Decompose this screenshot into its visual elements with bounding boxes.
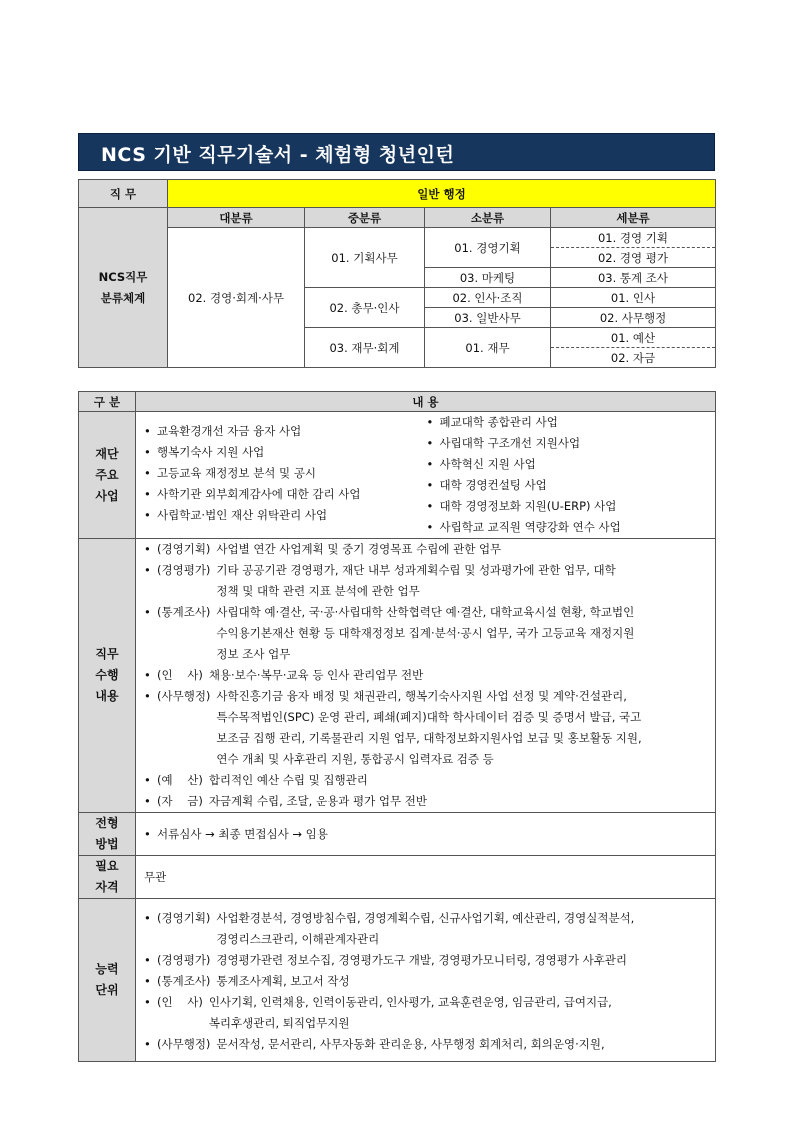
business-list-right — [427, 412, 710, 538]
duty-item: • (인 사) 채용·보수·복무·교육 등 인사 관리업무 전반 — [144, 668, 424, 682]
header-sub: 세분류 — [551, 208, 716, 228]
duty-label: 직무 수행 내용 — [79, 539, 136, 813]
sub-cell: 02. 경영 평가 — [551, 248, 716, 268]
duty-item: • (예 산) 합리적인 예산 수립 및 집행관리 — [144, 773, 368, 787]
list-item: • 대학 경영정보화 지원(U-ERP) 사업 — [426, 499, 617, 513]
duty-item: • (사무행정) 사학진흥기금 융자 배정 및 채권관리, 행복기숙사지원 사업 선정 및 계약·건설관리, 특수목적법인(SPC) 운영 관리, 폐쇄(폐지)대학 학사데이터 검증 및 증명서 발급, 국고 보조금 집행 관리, 기록물관리 지원 업무, 대학정보화지원사업 보급 및 홍보활동 지원, 연수 개최 및 사후관리 지원, 통합공시 입력자료 검증 등 — [144, 689, 642, 766]
job-value: 일반 행정 — [168, 180, 716, 208]
list-item: • 행복기숙사 지원 사업 — [144, 445, 265, 459]
list-item: • 사학기관 외부회계감사에 대한 감리 사업 — [144, 487, 361, 501]
list-item: • 고등교육 재정정보 분석 및 공시 — [144, 466, 317, 480]
qualification-text: 무관 — [144, 869, 167, 884]
duty-item: • (자 금) 자금계획 수립, 조달, 운용과 평가 업무 전반 — [144, 794, 427, 808]
sub-cell: 02. 자금 — [551, 348, 716, 368]
ability-item: • (경영평가) 경영평가관련 정보수집, 경영평가도구 개발, 경영평가모니터링, 경영평가 사후관리 — [144, 953, 628, 967]
minor-cell: 01. 경영기획 — [425, 228, 551, 268]
minor-cell: 03. 마케팅 — [425, 268, 551, 288]
business-content — [136, 412, 716, 539]
list-item: • 폐교대학 종합관리 사업 — [426, 415, 558, 429]
business-list-left — [144, 412, 427, 538]
mid-cell: 01. 기획사무 — [305, 228, 425, 288]
duty-content — [136, 539, 716, 813]
ability-item: • (경영기획) 사업환경분석, 경영방침수립, 경영계획수립, 신규사업기획, 예산관리, 경영실적분석, 경영리스크관리, 이해관계자관리 — [144, 911, 635, 946]
list-item: • 사학혁신 지원 사업 — [426, 457, 536, 471]
duty-item: • (경영평가) 기타 공공기관 경영평가, 재단 내부 성과계획수립 및 성과평가에 관한 업무, 대학 정책 및 대학 관련 지표 분석에 관한 업무 — [144, 563, 616, 598]
ability-item: • (인 사) 인사기획, 인력채용, 인력이동관리, 인사평가, 교육훈련운영, 임금관리, 급여지급, 복리후생관리, 퇴직업무지원 — [144, 995, 612, 1030]
duty-item: • (통계조사) 사립대학 예·결산, 국·공·사립대학 산학협력단 예·결산, 대학교육시설 현황, 학교법인 수익용기본재산 현황 등 대학재정정보 집계·분석·공시 업무, 국가 고등교육 재정지원 정보 조사 업무 — [144, 605, 635, 661]
ability-item: • (사무행정) 문서작성, 문서관리, 사무자동화 관리운용, 사무행정 회계처리, 회의운영·지원, — [144, 1037, 605, 1051]
list-item: • 대학 경영컨설팅 사업 — [426, 478, 547, 492]
sub-cell: 01. 예산 — [551, 328, 716, 348]
list-item: • 사립대학 구조개선 지원사업 — [426, 436, 581, 450]
selection-text: 서류심사 → 최종 면접심사 → 임용 — [157, 826, 328, 841]
category-header: 구 분 — [79, 392, 136, 412]
document-title: NCS 기반 직무기술서 - 체험형 청년인턴 — [101, 144, 455, 166]
duty-item: • (경영기획) 사업별 연간 사업계획 및 중기 경영목표 수립에 관한 업무 — [144, 542, 502, 556]
ncs-classification-table — [78, 179, 716, 368]
ability-content — [136, 899, 716, 1062]
title-banner — [78, 133, 715, 171]
ability-label: 능력 단위 — [79, 899, 136, 1062]
list-item: • 사립학교·법인 재산 위탁관리 사업 — [144, 508, 328, 522]
minor-cell: 03. 일반사무 — [425, 308, 551, 328]
qualification-content — [136, 856, 716, 899]
minor-cell: 02. 인사·조직 — [425, 288, 551, 308]
selection-content: • 서류심사 → 최종 면접심사 → 임용 — [136, 813, 716, 856]
sub-cell: 02. 사무행정 — [551, 308, 716, 328]
header-mid: 중분류 — [305, 208, 425, 228]
content-header: 내 용 — [136, 392, 716, 412]
sub-cell: 03. 통계 조사 — [551, 268, 716, 288]
ncs-system-label: NCS직무 분류체계 — [79, 208, 168, 368]
selection-label: 전형 방법 — [79, 813, 136, 856]
business-label: 재단 주요 사업 — [79, 412, 136, 539]
qualification-label: 필요 자격 — [79, 856, 136, 899]
job-label: 직 무 — [79, 180, 168, 208]
list-item: • 사립학교 교직원 역량강화 연수 사업 — [426, 520, 621, 534]
header-minor: 소분류 — [425, 208, 551, 228]
sub-cell: 01. 인사 — [551, 288, 716, 308]
major-cell: 02. 경영·회계·사무 — [168, 228, 305, 368]
header-major: 대분류 — [168, 208, 305, 228]
mid-cell: 02. 총무·인사 — [305, 288, 425, 328]
minor-cell: 01. 재무 — [425, 328, 551, 368]
list-item: • 교육환경개선 자금 융자 사업 — [144, 424, 302, 438]
mid-cell: 03. 재무·회계 — [305, 328, 425, 368]
ability-item: • (통계조사) 통계조사계획, 보고서 작성 — [144, 974, 350, 988]
sub-cell: 01. 경영 기획 — [551, 228, 716, 248]
job-detail-table — [78, 391, 716, 1062]
